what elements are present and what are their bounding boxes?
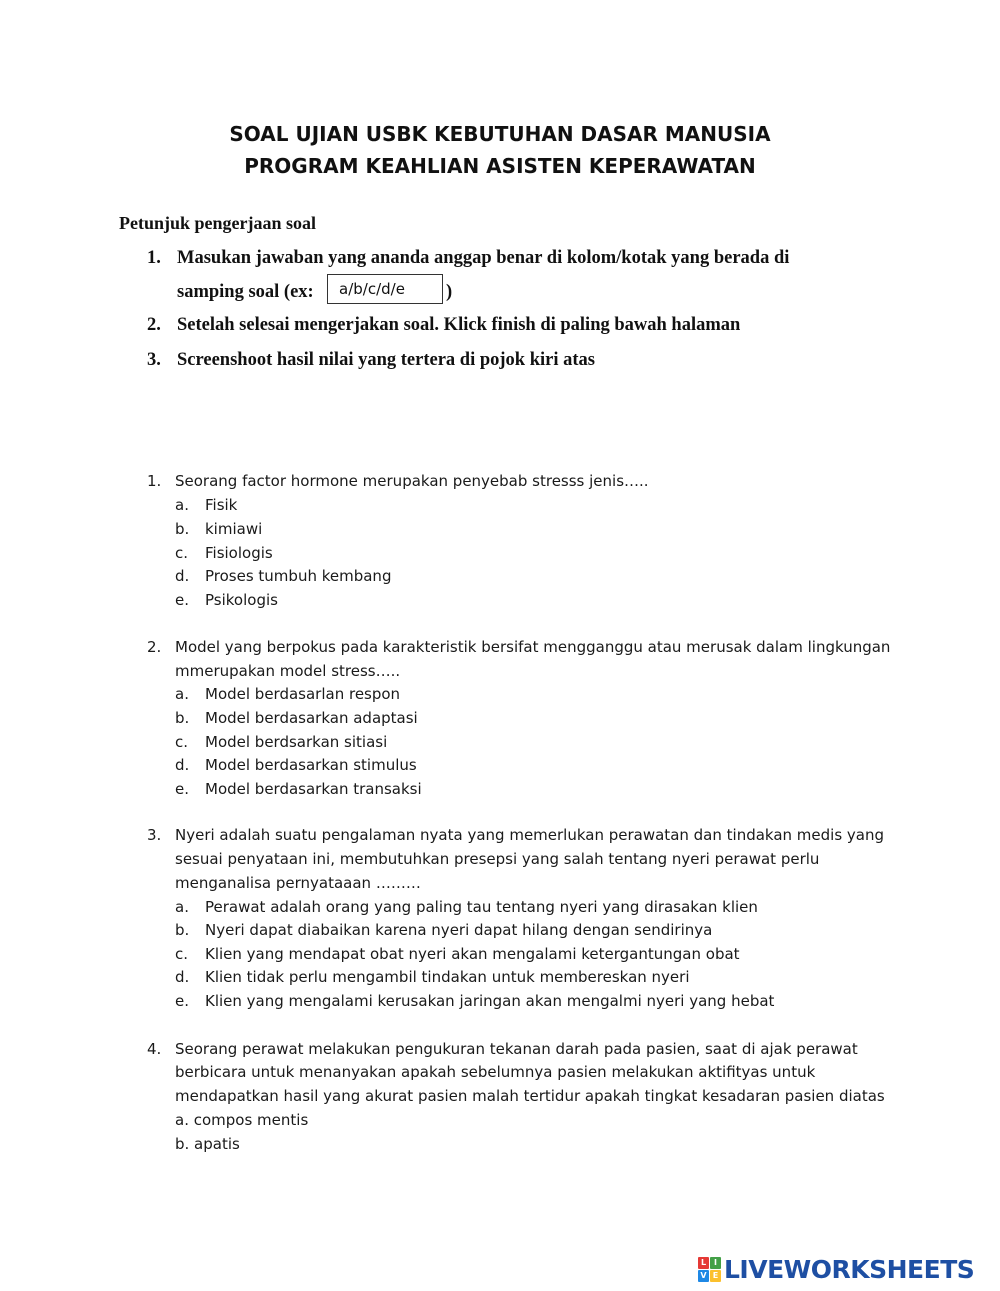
- option-text: Perawat adalah orang yang paling tau tentang nyeri yang dirasakan klien: [205, 898, 758, 916]
- option-letter: b.: [175, 921, 190, 939]
- question-text: mendapatkan hasil yang akurat pasien malah tertidur apakah tingkat kesadaran pasien diatas: [175, 1087, 885, 1105]
- option-text: Fisik: [205, 496, 238, 514]
- liveworksheets-logo-text: LIVEWORKSHEETS: [724, 1255, 975, 1284]
- option-letter: c.: [175, 945, 189, 963]
- liveworksheets-logo: [698, 1254, 994, 1286]
- option-letter: b.: [175, 520, 190, 538]
- question-text: Seorang factor hormone merupakan penyebab stresss jenis…..: [175, 472, 649, 490]
- option-letter: c.: [175, 544, 189, 562]
- page-title-line1: SOAL UJIAN USBK KEBUTUHAN DASAR MANUSIA: [229, 122, 771, 146]
- logo-mark-letter: I: [710, 1257, 721, 1269]
- question-text: Seorang perawat melakukan pengukuran tekanan darah pada pasien, saat di ajak perawat: [175, 1040, 858, 1058]
- instruction-text: Masukan jawaban yang ananda anggap benar di kolom/kotak yang berada di: [177, 248, 790, 268]
- instruction-number: 1.: [147, 248, 161, 268]
- instruction-number: 2.: [147, 315, 161, 335]
- option-letter: a.: [175, 685, 189, 703]
- question-text: a. compos mentis: [175, 1111, 309, 1129]
- question-text: sesuai penyataan ini, membutuhkan presepsi yang salah tentang nyeri perawat perlu: [175, 850, 820, 868]
- page-title-line2: PROGRAM KEAHLIAN ASISTEN KEPERAWATAN: [244, 154, 756, 178]
- option-letter: b.: [175, 709, 190, 727]
- instructions-heading: Petunjuk pengerjaan soal: [119, 213, 317, 233]
- option-letter: a.: [175, 898, 189, 916]
- question-text: b. apatis: [175, 1135, 240, 1153]
- logo-mark-letter: V: [698, 1270, 709, 1282]
- question-number: 3.: [147, 826, 162, 844]
- option-text: Model berdasarkan adaptasi: [205, 709, 418, 727]
- option-letter: e.: [175, 992, 189, 1010]
- option-text: Klien yang mendapat obat nyeri akan mengalami ketergantungan obat: [205, 945, 740, 963]
- instruction-text: Screenshoot hasil nilai yang tertera di pojok kiri atas: [177, 350, 595, 370]
- option-text: Klien yang mengalami kerusakan jaringan akan mengalmi nyeri yang hebat: [205, 992, 775, 1010]
- option-text: Model berdasarlan respon: [205, 685, 401, 703]
- question-text: Model yang berpokus pada karakteristik bersifat mengganggu atau merusak dalam lingkungan: [175, 638, 891, 656]
- question-number: 2.: [147, 638, 162, 656]
- example-answer-box: a/b/c/d/e: [327, 274, 443, 304]
- option-letter: d.: [175, 968, 190, 986]
- instruction-text: Setelah selesai mengerjakan soal. Klick finish di paling bawah halaman: [177, 315, 741, 335]
- option-letter: e.: [175, 591, 189, 609]
- option-text: Klien tidak perlu mengambil tindakan untuk membereskan nyeri: [205, 968, 690, 986]
- option-letter: c.: [175, 733, 189, 751]
- liveworksheets-logo-mark-icon: [698, 1257, 722, 1283]
- option-letter: d.: [175, 756, 190, 774]
- option-letter: d.: [175, 567, 190, 585]
- logo-mark-letter: E: [710, 1270, 721, 1282]
- option-text: Model berdasarkan transaksi: [205, 780, 422, 798]
- question-text: berbicara untuk menanyakan apakah sebelumnya pasien melakukan aktifityas untuk: [175, 1063, 816, 1081]
- question-number: 4.: [147, 1040, 162, 1058]
- option-letter: e.: [175, 780, 189, 798]
- instruction-text: samping soal (ex:: [177, 282, 314, 302]
- question-text: mmerupakan model stress…..: [175, 662, 401, 680]
- question-text: Nyeri adalah suatu pengalaman nyata yang memerlukan perawatan dan tindakan medis yang: [175, 826, 885, 844]
- option-letter: a.: [175, 496, 189, 514]
- option-text: Nyeri dapat diabaikan karena nyeri dapat hilang dengan sendirinya: [205, 921, 713, 939]
- option-text: Model berdasarkan stimulus: [205, 756, 417, 774]
- option-text: Proses tumbuh kembang: [205, 567, 392, 585]
- instruction-number: 3.: [147, 350, 161, 370]
- option-text: Psikologis: [205, 591, 278, 609]
- option-text: Fisiologis: [205, 544, 273, 562]
- option-text: kimiawi: [205, 520, 263, 538]
- logo-mark-letter: L: [698, 1257, 709, 1269]
- instruction-text-end: ): [446, 282, 453, 302]
- question-number: 1.: [147, 472, 162, 490]
- option-text: Model berdsarkan sitiasi: [205, 733, 388, 751]
- question-text: menganalisa pernyataaan ………: [175, 874, 421, 892]
